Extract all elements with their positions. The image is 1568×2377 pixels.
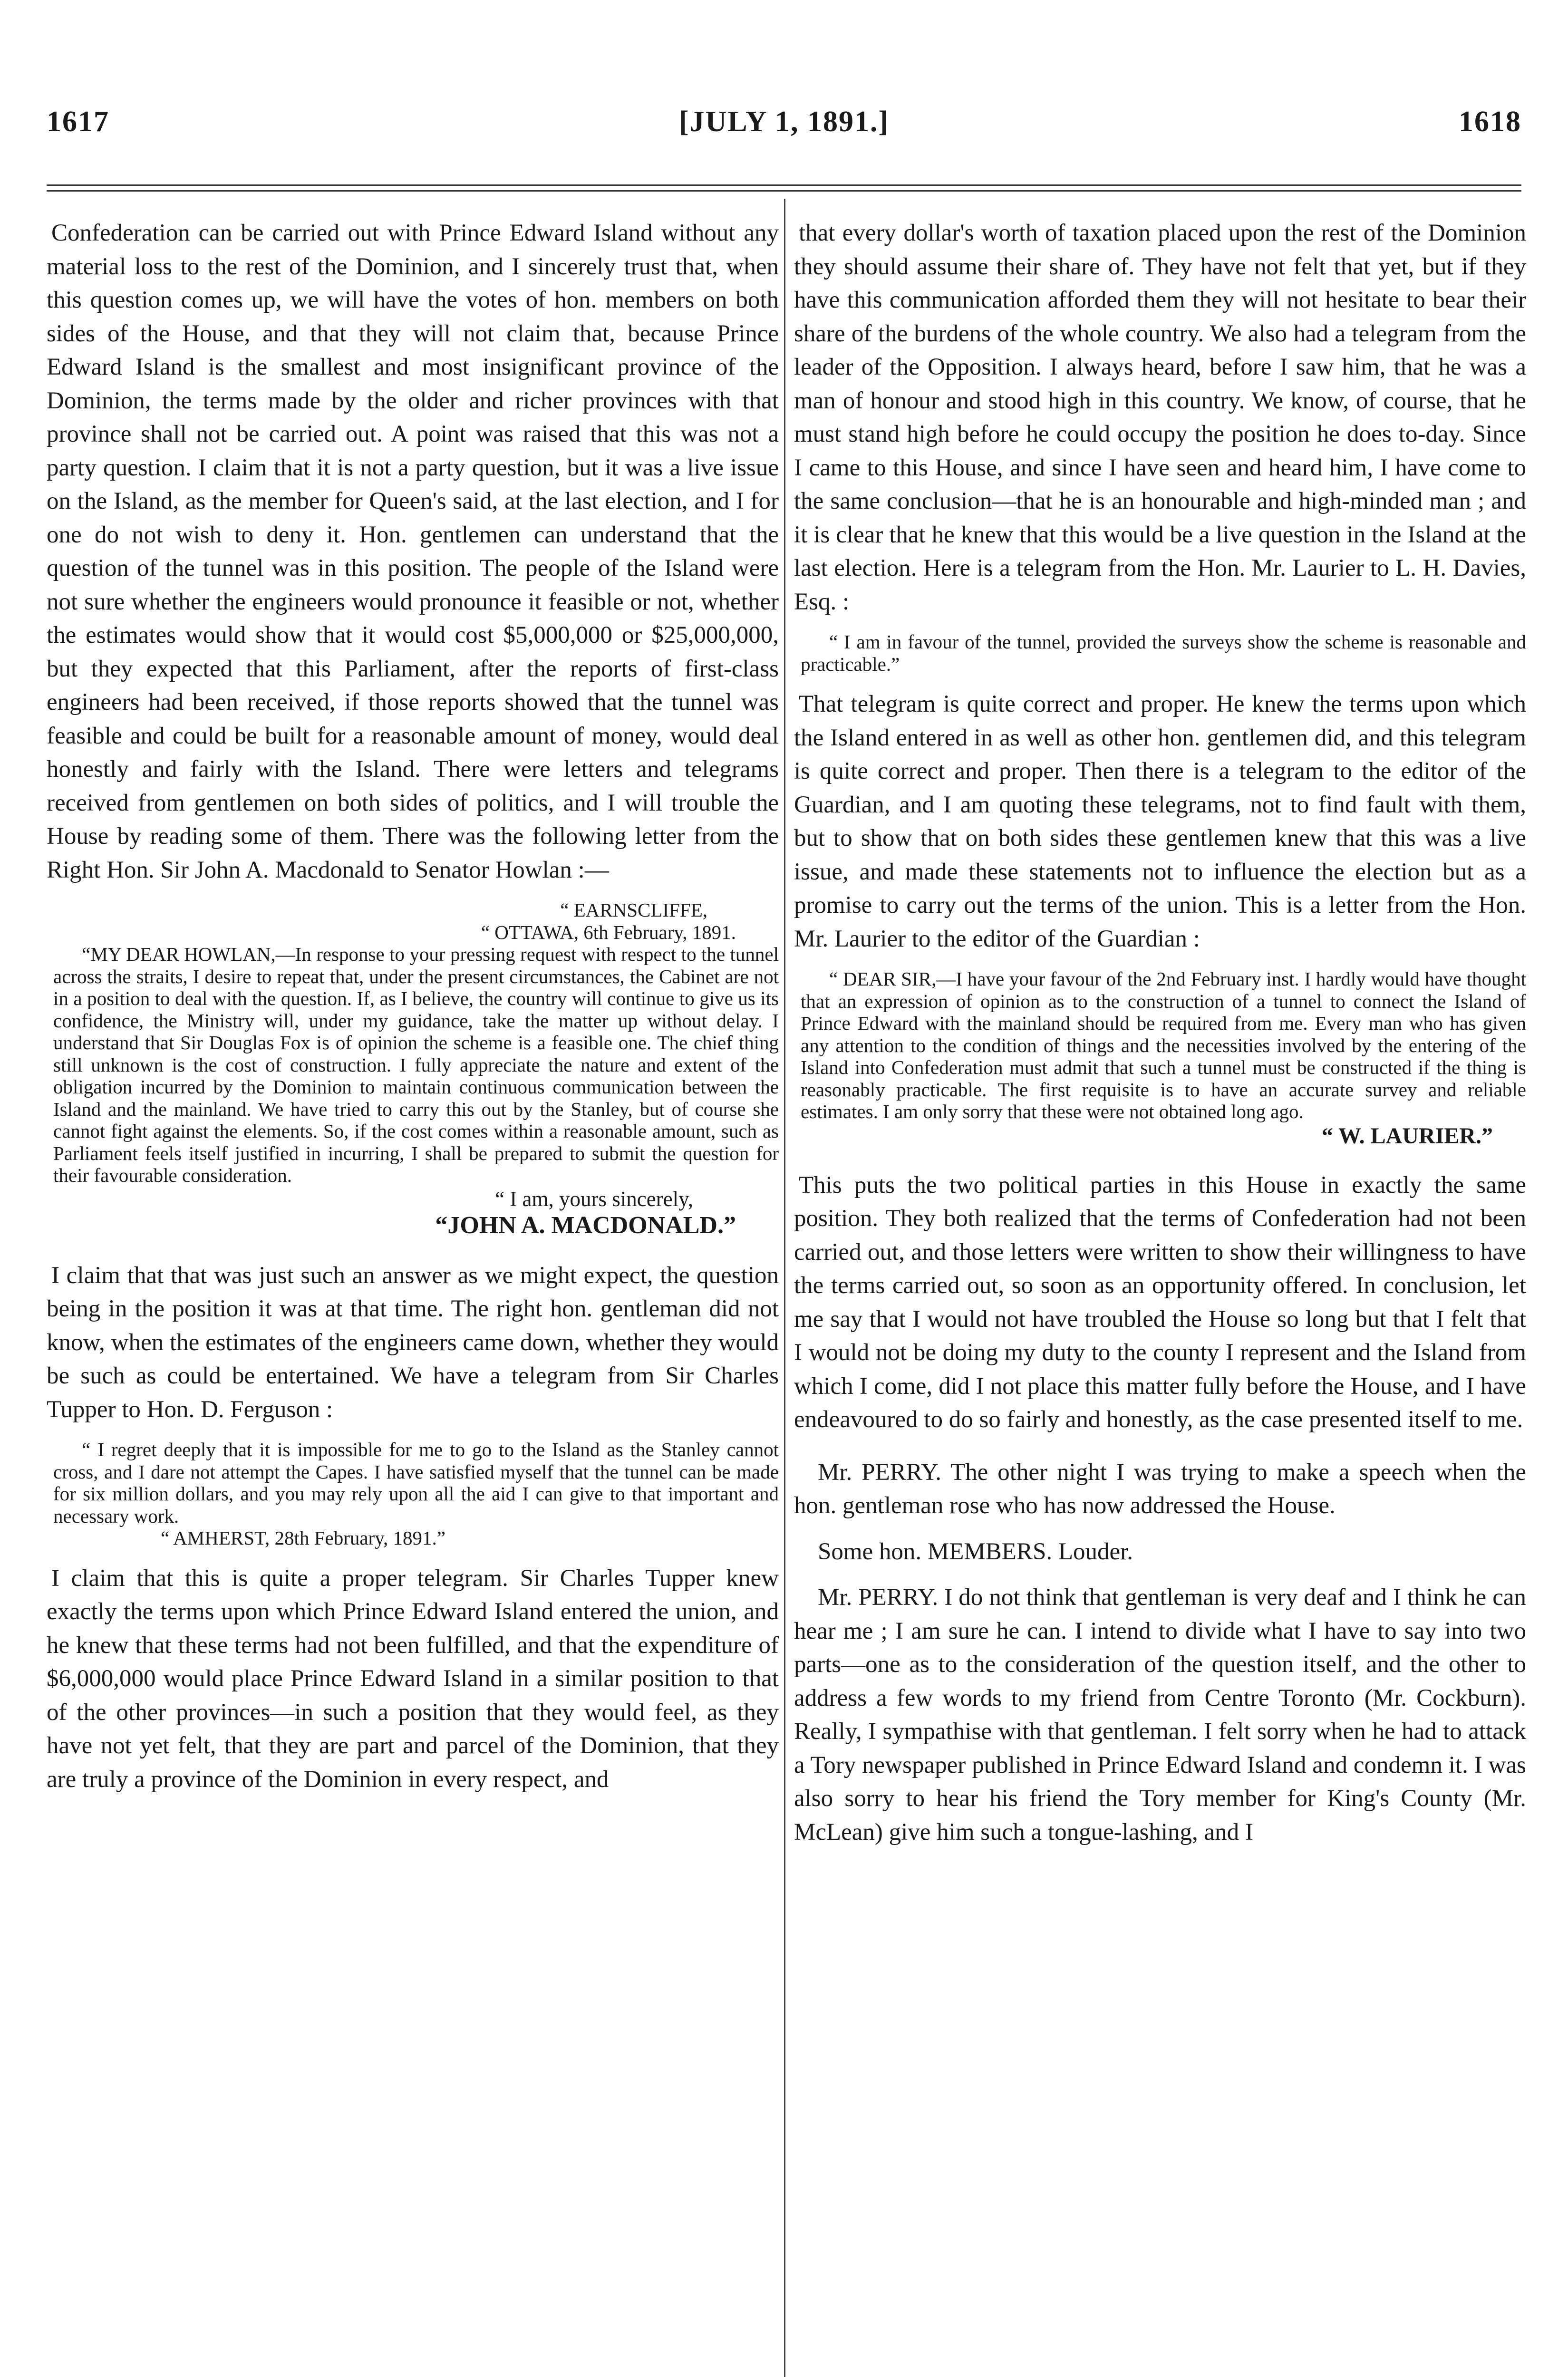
- page-number-left: 1617: [47, 106, 109, 138]
- telegram: “ I am in favour of the tunnel, provided the surveys show the scheme is reasonable and practicable.”: [801, 631, 1526, 675]
- page-number-right: 1618: [1459, 106, 1521, 138]
- letter-body: “MY DEAR HOWLAN,—In response to your pressing request with respect to the tunnel across the straits, I desire to repeat that, under the present circumstances, the Cabinet are not in a position to deal with the question. If, as I believe, the country will continue to give us its confidence, the Ministry will, under my guidance, take the matter up without delay. I understand that Sir Douglas Fox is of opinion the scheme is a feasible one. The chief thing still unknown is the cost of construction. I fully appreciate the nature and extent of the obligation incurred by the Dominion to maintain continuous communication between the Island and the mainland. We have tried to carry this out by the Stanley, but of course she cannot fight against the elements. So, if the cost comes within a reasonable amount, such as Parliament feels itself justified in incurring, I shall be prepared to submit the question for their favourable consideration.: [53, 943, 779, 1186]
- letter-place: “ EARNSCLIFFE,: [560, 899, 707, 921]
- letter-signature: “JOHN A. MACDONALD.”: [435, 1211, 736, 1239]
- paragraph: That telegram is quite correct and proper. He knew the terms upon which the Island entered in as well as other hon. gentlemen did, and this telegram is quite correct and proper. Then there is a telegram to the editor of the Guardian, and I am quoting these telegrams, not to find fault with them, but to show that on both sides these gentlemen knew that this was a live issue, and made these statements not to influence the election but as a promise to carry out the terms of the union. This is a letter from the Hon. Mr. Laurier to the editor of the Guardian :: [794, 691, 1526, 952]
- letter-body: “ DEAR SIR,—I have your favour of the 2nd February inst. I hardly would have thought that an expression of opinion as to the construction of a tunnel to connect the Island of Prince Edward with the mainland should be required from me. Every man who has given any attention to the condition of things and the necessities involved by the entering of the Island into Confederation must admit that such a tunnel must be constructed if the thing is reasonably practicable. The first requisite is to have an accurate survey and reliable estimates. I am only sorry that these were not obtained long ago.: [801, 968, 1526, 1122]
- speaker-paragraph: Mr. PERRY. The other night I was trying to make a speech when the hon. gentleman rose who has now addressed the House.: [794, 1459, 1526, 1519]
- paragraph: This puts the two political parties in this House in exactly the same position. They both realized that the terms of Confederation had not been carried out, and those letters were written to show their willingness to have the terms carried out, so soon as an opportunity offered. In conclusion, let me say that I would not have troubled the House so long but that I felt that I would not be doing my duty to the county I represent and the Island from which I come, did I not place this matter fully before the House, and I have endeavoured to do so fairly and honestly, as the case presented itself to me.: [794, 1171, 1526, 1433]
- speaker-paragraph: Some hon. MEMBERS. Louder.: [818, 1538, 1133, 1565]
- telegram-date: “ AMHERST, 28th February, 1891.”: [161, 1527, 445, 1549]
- paragraph: I claim that this is quite a proper telegram. Sir Charles Tupper knew exactly the terms upon which Prince Edward Island entered the union, and he knew that these terms had not been fulfilled, and that the expenditure of $6,000,000 would place Prince Edward Island in a similar position to that of the other provinces—in such a position that they would feel, as they have not yet felt, that they are part and parcel of the Dominion, that they are truly a province of the Dominion in every respect, and: [47, 1565, 779, 1793]
- paragraph: that every dollar's worth of taxation placed upon the rest of the Dominion they should assume their share of. They have not felt that yet, but if they have this communication afforded them they will not hesitate to bear their share of the burdens of the whole country. We also had a telegram from the leader of the Opposition. I always heard, before I saw him, that he was a man of honour and stood high in this country. We know, of course, that he must stand high before he could occupy the position he does to-day. Since I came to this House, and since I have seen and heard him, I have come to the same conclusion—that he is an honourable and high-minded man ; and it is clear that he knew that this would be a live question in the Island at the last election. Here is a telegram from the Hon. Mr. Laurier to L. H. Davies, Esq. :: [794, 220, 1526, 615]
- left-column: [47, 216, 779, 2377]
- telegram: “ I regret deeply that it is impossible for me to go to the Island as the Stanley cannot cross, and I dare not attempt the Capes. I have satisfied myself that the tunnel can be made for six million dollars, and you may rely upon all the aid I can give to that important and necessary work.: [53, 1439, 779, 1527]
- header-rule-top: [47, 184, 1521, 186]
- header-rule-bottom: [47, 190, 1521, 192]
- speaker-paragraph: Mr. PERRY. I do not think that gentleman is very deaf and I think he can hear me ; I am sure he can. I intend to divide what I have to say into two parts—one as to the consideration of the question itself, and the other to address a few words to my friend from Centre Toronto (Mr. Cockburn). Really, I sympathise with that gentleman. I felt sorry when he had to attack a Tory newspaper published in Prince Edward Island and condemn it. I was also sorry to hear his friend the Tory member for King's County (Mr. McLean) give him such a tongue-lashing, and I: [794, 1584, 1526, 1846]
- letter-date: “ OTTAWA, 6th February, 1891.: [481, 921, 736, 943]
- column-divider: [784, 199, 785, 2377]
- paragraph: I claim that that was just such an answer as we might expect, the question being in the position it was at that time. The right hon. gentleman did not know, when the estimates of the engineers came down, whether they would be such as could be entertained. We have a telegram from Sir Charles Tupper to Hon. D. Ferguson :: [47, 1262, 779, 1423]
- letter-signoff: “ I am, yours sincerely,: [495, 1187, 693, 1211]
- page-date: [JULY 1, 1891.]: [678, 106, 890, 138]
- letter-signature: “ W. LAURIER.”: [1321, 1123, 1493, 1149]
- paragraph: Confederation can be carried out with Prince Edward Island without any material loss to the rest of the Dominion, and I sincerely trust that, when this question comes up, we will have the votes of hon. members on both sides of the House, and that they will not claim that, because Prince Edward Island is the smallest and most insignificant province of the Dominion, the terms made by the older and richer provinces with that province shall not be carried out. A point was raised that this was not a party question. I claim that it is not a party question, but it was a live issue on the Island, as the member for Queen's said, at the last election, and I for one do not wish to deny it. Hon. gentlemen can understand that the question of the tunnel was in this position. The people of the Island were not sure whether the engineers would pronounce it feasible or not, whether the estimates would show that it would cost $5,000,000 or $25,000,000, but they expected that this Parliament, after the reports of first-class engineers had been received, if those reports showed that the tunnel was feasible and could be built for a reasonable amount of money, would deal honestly and fairly with the Island. There were letters and telegrams received from gentlemen on both sides of politics, and I will trouble the House by reading some of them. There was the following letter from the Right Hon. Sir John A. Macdonald to Senator Howlan :—: [47, 220, 779, 883]
- right-column: [794, 216, 1526, 2377]
